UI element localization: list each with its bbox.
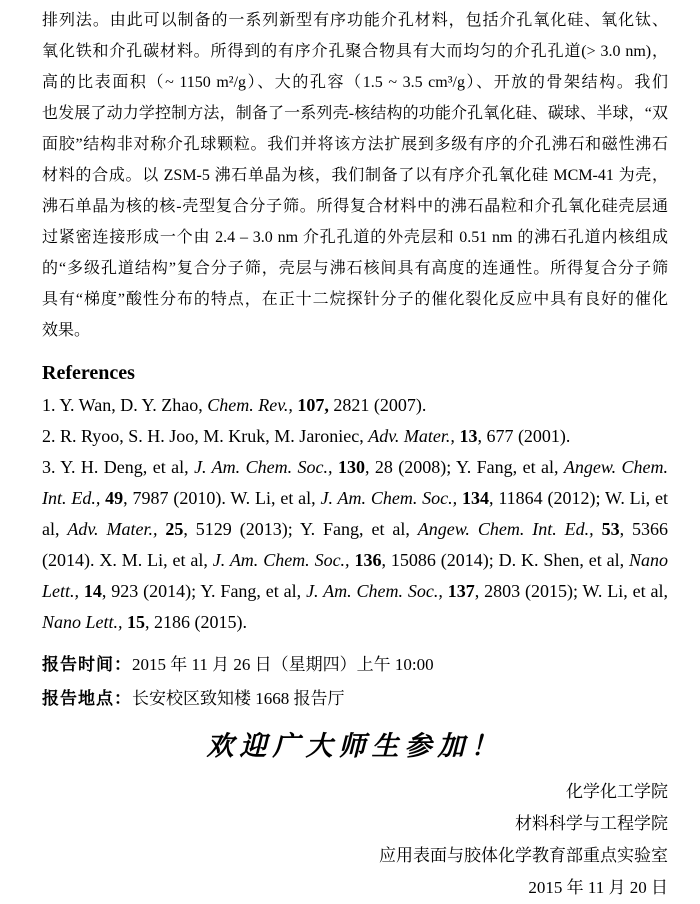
abstract-line: 材料的合成。以 ZSM-5 沸石单晶为核，我们制备了以有序介孔氧化硅 MCM-41 为壳， bbox=[42, 167, 668, 184]
abstract-line: 具有“梯度”酸性分布的特点，在正十二烷探针分子的催化裂化反应中具有良好的催化 bbox=[42, 291, 668, 308]
volume-number: 137 bbox=[447, 581, 475, 601]
volume-number: 53 bbox=[601, 519, 620, 539]
abstract-paragraph bbox=[42, 5, 668, 346]
volume-number: 14 bbox=[83, 581, 102, 601]
journal-name: J. Am. Chem. Soc., bbox=[212, 550, 350, 570]
abstract-line: 效果。 bbox=[42, 322, 91, 339]
volume-number: 49 bbox=[105, 488, 124, 508]
journal-name: Chem. Rev., bbox=[207, 395, 293, 415]
volume-number: 136 bbox=[354, 550, 382, 570]
reference-text: 3. Y. H. Deng, et al, bbox=[42, 457, 195, 477]
welcome-message: 欢迎广大师生参加！ bbox=[206, 731, 504, 761]
journal-name: Adv. Mater., bbox=[368, 426, 455, 446]
journal-name: J. Am. Chem. Soc., bbox=[306, 581, 443, 601]
reference-item bbox=[42, 421, 668, 452]
reference-text: , 28 (2008); Y. Fang, et al, bbox=[364, 457, 564, 477]
abstract-line: 氧化铁和介孔碳材料。所得到的有序介孔聚合物具有大而均匀的介孔孔道(> 3.0 nm)， bbox=[42, 43, 668, 60]
journal-name: J. Am. Chem. Soc., bbox=[320, 488, 458, 508]
reference-text: 1. Y. Wan, D. Y. Zhao, bbox=[42, 395, 208, 415]
reference-text: , 11864 (2012); W. Li, et al, bbox=[42, 488, 668, 539]
volume-number: 13 bbox=[459, 426, 478, 446]
abstract-line: 的“多级孔道结构”复合分子筛，壳层与沸石核间具有高度的连通性。所得复合分子筛 bbox=[42, 260, 668, 277]
abstract-line: 沸石单晶为核的核-壳型复合分子筛。所得复合材料中的沸石晶粒和介孔氧化硅壳层通 bbox=[42, 198, 668, 215]
reference-text: 2. R. Ryoo, S. H. Joo, M. Kruk, M. Jaroniec, bbox=[42, 426, 369, 446]
reference-text: , 677 (2001). bbox=[477, 426, 571, 446]
abstract-line: 排列法。由此可以制备的一系列新型有序功能介孔材料，包括介孔氧化硅、氧化钛、 bbox=[42, 12, 668, 29]
journal-name: Nano Lett., bbox=[42, 550, 668, 601]
volume-number: 15 bbox=[127, 612, 146, 632]
signature-block bbox=[42, 776, 668, 904]
report-location-label: 报告地点： bbox=[42, 689, 132, 708]
reference-text: , 5129 (2013); Y. Fang, et al, bbox=[183, 519, 418, 539]
report-location-row bbox=[42, 686, 668, 712]
journal-name: Adv. Mater., bbox=[67, 519, 158, 539]
reference-item bbox=[42, 452, 668, 638]
journal-name: J. Am. Chem. Soc., bbox=[194, 457, 333, 477]
reference-text: , 7987 (2010). W. Li, et al, bbox=[123, 488, 321, 508]
volume-number: 107, bbox=[297, 395, 329, 415]
volume-number: 134 bbox=[462, 488, 489, 508]
reference-text: 2821 (2007). bbox=[328, 395, 427, 415]
report-time-label: 报告时间： bbox=[42, 655, 132, 674]
signature-line: 应用表面与胶体化学教育部重点实验室 bbox=[379, 846, 668, 865]
volume-number: 130 bbox=[337, 457, 365, 477]
reference-text: , 2803 (2015); W. Li, et al, bbox=[474, 581, 669, 601]
references-heading: References bbox=[42, 362, 135, 384]
report-info-block bbox=[42, 652, 668, 712]
reference-text bbox=[594, 519, 602, 539]
abstract-line: 也发展了动力学控制方法，制备了一系列壳-核结构的功能介孔氧化硅、碳球、半球，“双 bbox=[42, 105, 668, 122]
journal-name: Angew. Chem. Int. Ed., bbox=[417, 519, 594, 539]
report-time-value: 2015 年 11 月 26 日（星期四）上午 10:00 bbox=[132, 655, 434, 674]
reference-text: , 923 (2014); Y. Fang, et al, bbox=[101, 581, 307, 601]
reference-text: , 2186 (2015). bbox=[145, 612, 248, 632]
reference-item bbox=[42, 390, 668, 421]
abstract-line: 过紧密连接形成一个由 2.4 – 3.0 nm 介孔孔道的外壳层和 0.51 nm 的沸石孔道内核组成 bbox=[42, 229, 668, 246]
journal-name: Nano Lett., bbox=[42, 612, 123, 632]
reference-text: , 5366 (2014). X. M. Li, et al, bbox=[42, 519, 669, 570]
abstract-line: 高的比表面积（~ 1150 m²/g）、大的孔容（1.5 ~ 3.5 cm³/g）、开放的骨架结构。我们 bbox=[42, 74, 668, 91]
signature-line: 材料科学与工程学院 bbox=[515, 814, 668, 833]
references-list bbox=[42, 390, 668, 638]
journal-name: Angew. Chem. Int. Ed., bbox=[42, 457, 668, 508]
signature-line: 2015 年 11 月 20 日 bbox=[528, 878, 668, 897]
report-time-row bbox=[42, 652, 668, 678]
abstract-line: 面胶”结构非对称介孔球颗粒。我们并将该方法扩展到多级有序的介孔沸石和磁性沸石 bbox=[42, 136, 668, 153]
signature-line: 化学化工学院 bbox=[566, 782, 668, 801]
volume-number: 25 bbox=[165, 519, 184, 539]
report-location-value: 长安校区致知楼 1668 报告厅 bbox=[132, 689, 345, 708]
reference-text: , 15086 (2014); D. K. Shen, et al, bbox=[381, 550, 629, 570]
